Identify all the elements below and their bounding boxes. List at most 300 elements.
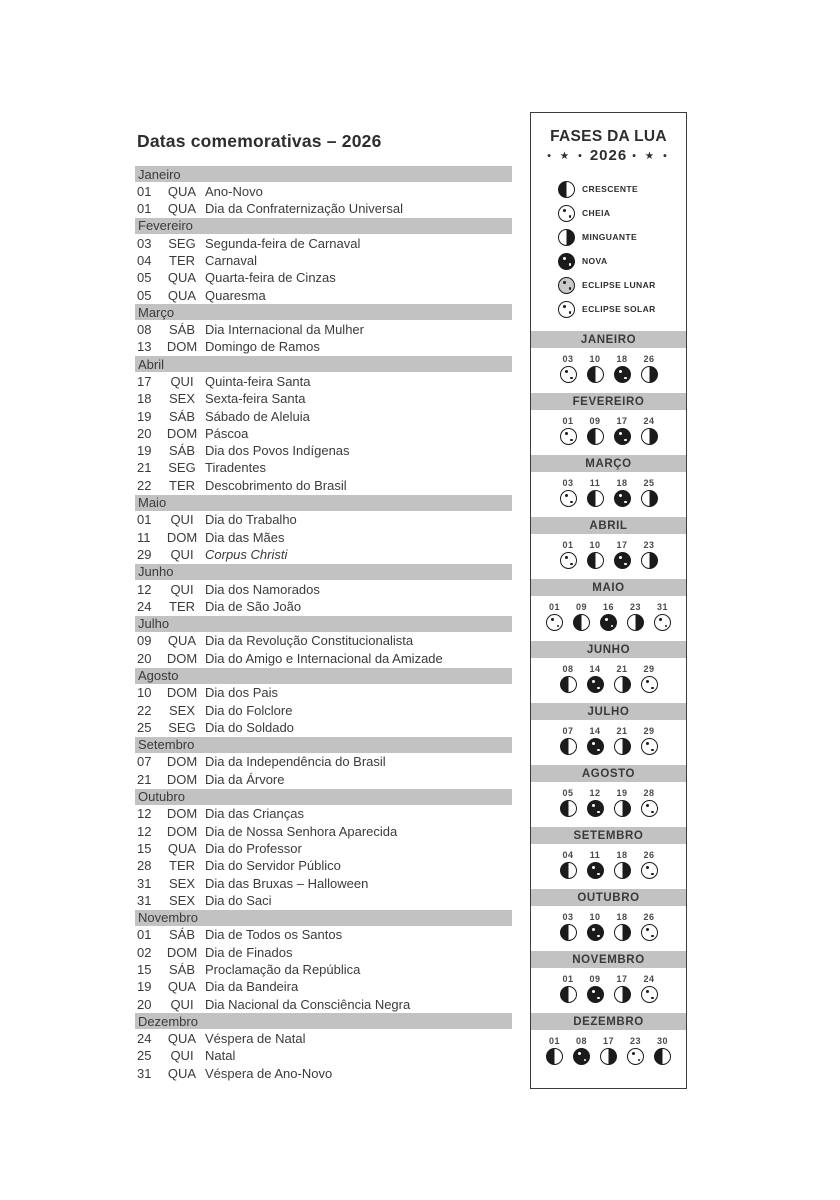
event-weekday: TER (169, 858, 195, 874)
moon-phase-icon (546, 1048, 563, 1065)
event-day: 19 (137, 408, 152, 424)
moon-phase-icon (558, 253, 575, 270)
phase-entry (560, 664, 577, 693)
moon-phase-icon (614, 800, 631, 817)
moon-month-label: OUTUBRO (577, 891, 640, 904)
phase-day: 04 (562, 850, 574, 860)
moon-month-section (531, 1013, 686, 1075)
phase-entry (600, 1036, 617, 1065)
moon-phase-icon (614, 738, 631, 755)
event-day: 11 (137, 529, 151, 545)
event-weekday: SEX (168, 892, 195, 908)
event-weekday: DOM (166, 944, 198, 960)
month-header (135, 737, 512, 753)
event-row (135, 822, 512, 839)
page-title: Datas comemorativas – 2026 (137, 131, 382, 151)
legend-item (558, 273, 686, 297)
month-header-label: Setembro (138, 737, 195, 753)
phase-day: 24 (643, 974, 655, 984)
event-weekday: QUA (167, 840, 197, 856)
event-row (135, 459, 512, 476)
moon-legend (558, 177, 686, 321)
moon-phase-icon (587, 862, 604, 879)
phase-day: 29 (643, 664, 655, 674)
event-weekday: SÁB (168, 443, 195, 459)
phase-day: 29 (643, 726, 655, 736)
phase-row (531, 602, 686, 631)
event-name: Dia do Soldado (205, 719, 294, 735)
event-day: 04 (137, 252, 152, 268)
moon-phase-icon (558, 301, 575, 318)
legend-label: CRESCENTE (582, 184, 639, 194)
event-name: Quaresma (205, 287, 266, 303)
event-name: Dia de Todos os Santos (205, 927, 343, 943)
event-row (135, 701, 512, 718)
phase-entry (573, 1036, 590, 1065)
event-row (135, 719, 512, 736)
event-day: 15 (137, 840, 152, 856)
event-name: Dia das Crianças (205, 806, 304, 822)
event-name: Sexta-feira Santa (205, 391, 306, 407)
moon-month-header (531, 517, 686, 534)
event-name: Dia do Trabalho (205, 512, 297, 528)
phase-entry (641, 726, 658, 755)
year-decoration (531, 147, 686, 164)
event-day: 09 (137, 633, 152, 649)
phase-day: 03 (562, 354, 574, 364)
phase-day: 17 (602, 1036, 614, 1046)
moon-phase-icon (654, 1048, 671, 1065)
moon-phase-icon (641, 676, 658, 693)
phase-entry (614, 416, 631, 445)
event-row (135, 684, 512, 701)
event-name: Dia de Finados (205, 944, 293, 960)
event-weekday: SEX (168, 875, 195, 891)
phase-entry (600, 602, 617, 631)
phase-row (531, 974, 686, 1003)
event-name: Quinta-feira Santa (205, 374, 311, 389)
phase-day: 10 (589, 540, 601, 550)
event-name: Proclamação da República (205, 961, 361, 977)
event-day: 19 (137, 443, 152, 459)
event-row (135, 995, 512, 1012)
event-name: Páscoa (205, 425, 249, 441)
phase-day: 14 (589, 664, 601, 674)
phase-day: 26 (643, 850, 655, 860)
phase-row (531, 664, 686, 693)
event-day: 20 (137, 996, 152, 1012)
phase-entry (627, 602, 644, 631)
phase-entry (641, 850, 658, 879)
moon-phase-icon (560, 800, 577, 817)
event-weekday: SEX (168, 391, 195, 407)
month-header-label: Janeiro (138, 166, 181, 182)
phase-day: 23 (643, 540, 655, 550)
event-name: Dia do Servidor Público (205, 858, 341, 874)
phase-entry (641, 788, 658, 817)
event-name: Dia Nacional da Consciência Negra (205, 996, 411, 1012)
moon-phase-icon (560, 862, 577, 879)
phase-entry (654, 1036, 671, 1065)
event-row (135, 546, 512, 563)
moon-phase-icon (558, 205, 575, 222)
phase-day: 18 (616, 912, 628, 922)
event-weekday: SEG (168, 235, 196, 251)
event-day: 01 (137, 183, 152, 199)
moon-month-label: DEZEMBRO (573, 1015, 644, 1028)
phase-entry (587, 540, 604, 569)
event-name: Domingo de Ramos (205, 339, 320, 355)
event-name: Dia da Independência do Brasil (205, 754, 386, 770)
event-day: 01 (137, 927, 152, 943)
phase-entry (614, 664, 631, 693)
phase-day: 11 (589, 478, 601, 488)
phase-entry (587, 478, 604, 507)
moon-month-label: ABRIL (589, 519, 628, 532)
moon-phase-icon (641, 800, 658, 817)
event-day: 17 (137, 374, 152, 389)
phase-entry (587, 974, 604, 1003)
legend-item (558, 297, 686, 321)
event-weekday: QUA (167, 979, 197, 995)
event-name: Dia da Confraternização Universal (205, 201, 403, 217)
event-day: 20 (137, 650, 152, 666)
event-row (135, 978, 512, 995)
phase-day: 17 (616, 540, 628, 550)
moon-month-label: NOVEMBRO (572, 953, 645, 966)
phase-entry (560, 478, 577, 507)
event-name: Dia da Revolução Constitucionalista (205, 633, 414, 649)
phase-day: 23 (629, 602, 641, 612)
event-day: 29 (137, 546, 152, 562)
event-weekday: DOM (166, 339, 198, 355)
legend-label: ECLIPSE LUNAR (582, 280, 656, 290)
moon-month-header (531, 951, 686, 968)
event-weekday: SEX (168, 702, 195, 718)
event-row (135, 477, 512, 494)
moon-month-header (531, 579, 686, 596)
phase-entry (614, 478, 631, 507)
phase-entry (614, 912, 631, 941)
event-day: 31 (137, 1065, 152, 1081)
moon-panel-year: 2026 (589, 147, 628, 164)
event-weekday: QUA (167, 633, 197, 649)
event-row (135, 407, 512, 424)
event-name: Dia das Bruxas – Halloween (205, 875, 369, 891)
moon-phase-icon (614, 862, 631, 879)
event-row (135, 338, 512, 355)
event-row (135, 874, 512, 891)
phase-row (531, 540, 686, 569)
moon-phase-icon (641, 428, 658, 445)
month-header-label: Novembro (138, 910, 198, 926)
month-header-label: Abril (138, 356, 165, 372)
phase-entry (641, 416, 658, 445)
event-day: 20 (137, 425, 152, 441)
moon-month-header (531, 455, 686, 472)
event-row (135, 857, 512, 874)
month-header-label: Fevereiro (138, 218, 193, 234)
event-day: 12 (137, 806, 152, 822)
event-weekday: QUI (170, 374, 194, 389)
phase-day: 01 (562, 540, 574, 550)
phase-entry (641, 664, 658, 693)
moon-month-section (531, 393, 686, 455)
moon-month-section (531, 703, 686, 765)
event-name: Dia das Mães (205, 529, 285, 545)
event-weekday: DOM (166, 823, 198, 839)
moon-phase-icon (560, 490, 577, 507)
phase-entry (587, 912, 604, 941)
event-day: 12 (137, 823, 152, 839)
phase-day: 17 (616, 416, 628, 426)
event-row (135, 650, 512, 667)
moon-month-header (531, 393, 686, 410)
event-weekday: QUA (167, 1065, 197, 1081)
event-weekday: DOM (166, 771, 198, 787)
event-row (135, 1030, 512, 1047)
moon-phase-icon (587, 924, 604, 941)
moon-month-header (531, 331, 686, 348)
phase-entry (587, 788, 604, 817)
phase-entry (641, 354, 658, 383)
event-name: Descobrimento do Brasil (205, 477, 347, 493)
moon-month-header (531, 765, 686, 782)
phase-day: 08 (575, 1036, 587, 1046)
event-name: Dia da Bandeira (205, 979, 299, 995)
event-day: 28 (137, 858, 152, 874)
phase-entry (560, 540, 577, 569)
moon-phase-icon (587, 738, 604, 755)
phase-day: 18 (616, 850, 628, 860)
event-day: 22 (137, 702, 152, 718)
legend-item (558, 177, 686, 201)
event-name: Natal (205, 1048, 236, 1064)
phase-entry (560, 850, 577, 879)
event-name: Dia do Saci (205, 892, 272, 908)
event-weekday: DOM (166, 650, 198, 666)
moon-phase-icon (573, 614, 590, 631)
moon-month-header (531, 889, 686, 906)
event-day: 24 (137, 1031, 152, 1047)
phase-day: 23 (629, 1036, 641, 1046)
moon-phase-icon (600, 1048, 617, 1065)
moon-month-label: MARÇO (585, 457, 632, 470)
phase-entry (587, 726, 604, 755)
event-row (135, 511, 512, 528)
moon-phase-icon (614, 428, 631, 445)
event-day: 25 (137, 1048, 152, 1064)
phase-entry (641, 974, 658, 1003)
moon-phase-icon (641, 862, 658, 879)
phase-row (531, 912, 686, 941)
event-row (135, 840, 512, 857)
moon-phase-icon (560, 428, 577, 445)
phase-entry (641, 478, 658, 507)
event-day: 24 (137, 598, 152, 614)
month-header (135, 166, 512, 182)
moon-phase-icon (560, 366, 577, 383)
legend-label: MINGUANTE (582, 232, 638, 242)
event-name: Dia do Amigo e Internacional da Amizade (205, 650, 443, 666)
event-day: 13 (137, 339, 152, 355)
event-name: Dia de Nossa Senhora Aparecida (205, 823, 398, 839)
event-weekday: DOM (166, 529, 198, 545)
moon-month-label: JUNHO (586, 643, 631, 656)
month-header-label: Março (138, 304, 175, 320)
event-name: Tiradentes (205, 460, 266, 476)
moon-month-section (531, 331, 686, 393)
star-decor-right: • ★ • (632, 149, 670, 162)
moon-month-section (531, 951, 686, 1013)
moon-phase-icon (587, 800, 604, 817)
event-day: 22 (137, 477, 152, 493)
event-name: Véspera de Ano-Novo (205, 1065, 333, 1081)
event-name: Quarta-feira de Cinzas (205, 270, 336, 286)
phase-day: 03 (562, 912, 574, 922)
phase-day: 21 (616, 726, 628, 736)
moon-month-header (531, 827, 686, 844)
month-header (135, 356, 512, 372)
moon-phase-icon (587, 428, 604, 445)
phase-day: 01 (548, 602, 560, 612)
phase-entry (587, 664, 604, 693)
moon-month-section (531, 579, 686, 641)
moon-month-section (531, 455, 686, 517)
event-name: Véspera de Natal (205, 1031, 306, 1047)
event-row (135, 200, 512, 217)
moon-phase-icon (641, 986, 658, 1003)
commemorative-dates-column (135, 131, 512, 1082)
month-header (135, 789, 512, 805)
event-name: Dia dos Namorados (205, 581, 320, 597)
moon-phase-icon (614, 924, 631, 941)
moon-panel-title: FASES DA LUA (550, 128, 667, 145)
moon-month-section (531, 827, 686, 889)
event-row (135, 252, 512, 269)
phase-day: 24 (643, 416, 655, 426)
month-header-label: Julho (138, 616, 170, 632)
moon-phase-icon (560, 738, 577, 755)
event-name: Dia dos Povos Indígenas (205, 443, 350, 459)
commemorative-dates-list (135, 166, 512, 1082)
event-weekday: DOM (166, 685, 198, 701)
event-day: 21 (137, 460, 152, 476)
phase-row (531, 788, 686, 817)
phase-day: 12 (589, 788, 601, 798)
phase-row (531, 726, 686, 755)
phase-day: 30 (656, 1036, 668, 1046)
phase-entry (546, 602, 563, 631)
phase-day: 01 (562, 974, 574, 984)
event-row (135, 425, 512, 442)
event-day: 02 (137, 944, 152, 960)
event-weekday: SÁB (168, 322, 195, 338)
phase-day: 09 (589, 416, 601, 426)
event-day: 25 (137, 719, 152, 735)
event-row (135, 580, 512, 597)
event-name: Ano-Novo (205, 183, 263, 199)
event-name: Sábado de Aleluia (205, 408, 310, 424)
moon-phase-icon (560, 552, 577, 569)
event-day: 01 (137, 512, 152, 528)
moon-phase-icon (600, 614, 617, 631)
phase-entry (560, 354, 577, 383)
legend-label: CHEIA (582, 208, 611, 218)
moon-phase-icon (614, 366, 631, 383)
phase-day: 09 (575, 602, 587, 612)
event-name: Carnaval (205, 252, 258, 268)
event-weekday: TER (169, 252, 195, 268)
month-header (135, 218, 512, 234)
event-row (135, 632, 512, 649)
phase-entry (587, 354, 604, 383)
phase-entry (560, 912, 577, 941)
phase-entry (614, 788, 631, 817)
month-header-label: Dezembro (138, 1013, 198, 1029)
event-row (135, 961, 512, 978)
phase-entry (627, 1036, 644, 1065)
event-row (135, 183, 512, 200)
phase-day: 09 (589, 974, 601, 984)
moon-month-section (531, 889, 686, 951)
event-name: Corpus Christi (205, 546, 288, 562)
moon-phase-icon (560, 986, 577, 1003)
event-weekday: QUA (167, 201, 197, 217)
moon-phase-icon (641, 490, 658, 507)
event-weekday: SEG (168, 719, 196, 735)
phase-day: 18 (616, 354, 628, 364)
phase-entry (641, 912, 658, 941)
event-weekday: QUA (167, 1031, 197, 1047)
month-header (135, 910, 512, 926)
event-row (135, 235, 512, 252)
moon-phase-icon (654, 614, 671, 631)
event-row (135, 1047, 512, 1064)
event-day: 31 (137, 875, 152, 891)
phase-day: 07 (562, 726, 574, 736)
event-weekday: QUI (170, 512, 194, 528)
phase-row (531, 850, 686, 879)
phase-day: 01 (562, 416, 574, 426)
month-header (135, 1013, 512, 1029)
month-header-label: Junho (138, 564, 174, 580)
event-name: Dia do Folclore (205, 702, 293, 718)
moon-month-label: MAIO (592, 581, 625, 594)
moon-phase-icon (587, 552, 604, 569)
moon-month-header (531, 703, 686, 720)
event-row (135, 805, 512, 822)
event-weekday: SEG (168, 460, 196, 476)
event-row (135, 598, 512, 615)
moon-month-label: SETEMBRO (573, 829, 644, 842)
event-weekday: QUA (167, 287, 197, 303)
month-header-label: Maio (138, 495, 167, 511)
moon-phase-icon (587, 676, 604, 693)
phase-day: 03 (562, 478, 574, 488)
moon-phase-icon (587, 366, 604, 383)
phase-day: 28 (643, 788, 655, 798)
event-row (135, 390, 512, 407)
phase-day: 18 (616, 478, 628, 488)
moon-month-header (531, 1013, 686, 1030)
event-row (135, 373, 512, 390)
event-day: 03 (137, 235, 152, 251)
moon-phase-icon (614, 490, 631, 507)
month-header (135, 668, 512, 684)
moon-phase-icon (641, 738, 658, 755)
event-weekday: QUI (170, 1048, 194, 1064)
